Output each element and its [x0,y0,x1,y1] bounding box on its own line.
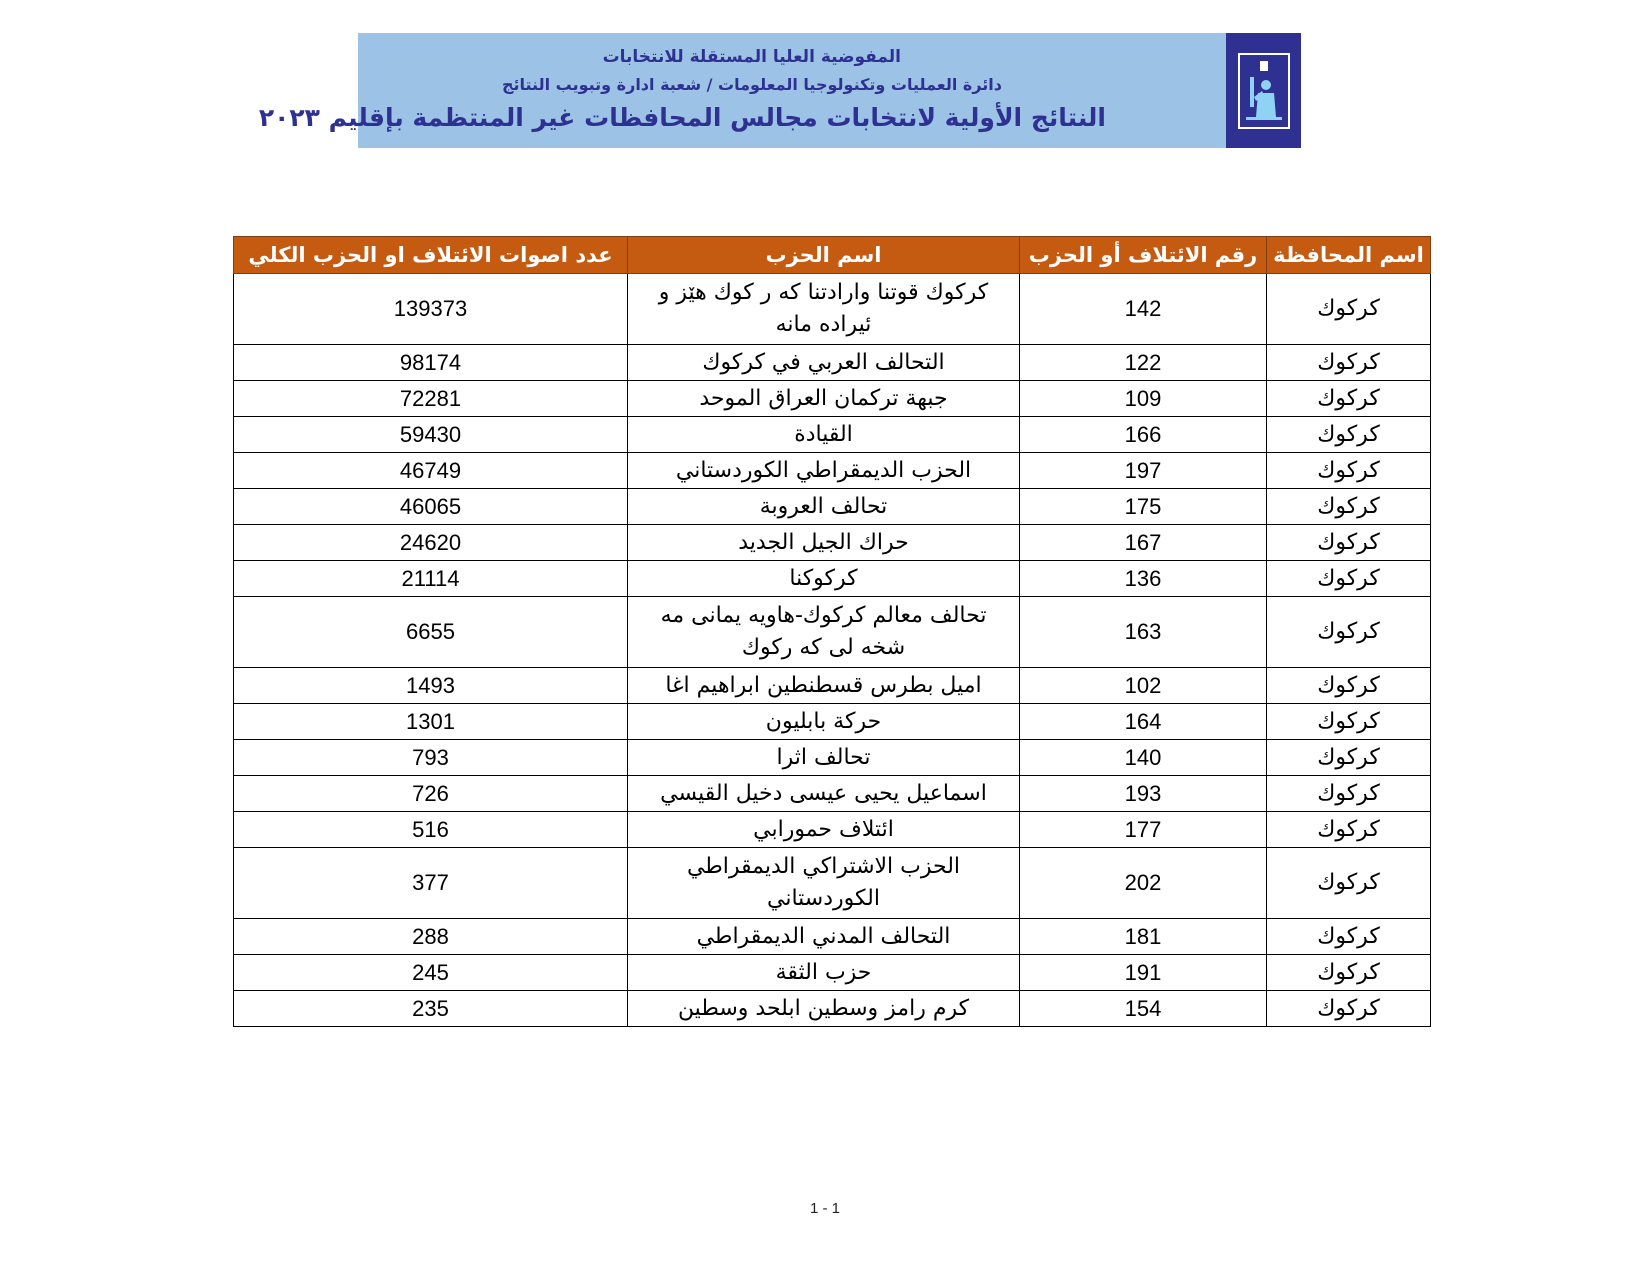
party-cell: تحالف العروبة [628,489,1020,525]
header-province: اسم المحافظة [1267,237,1431,274]
province-cell: كركوك [1267,345,1431,381]
party-cell: التحالف العربي في كركوك [628,345,1020,381]
number-cell: 163 [1020,597,1267,668]
table-row [234,489,1431,525]
province-cell: كركوك [1267,561,1431,597]
votes-cell: 1493 [234,668,628,704]
votes-cell: 377 [234,848,628,919]
province-cell: كركوك [1267,489,1431,525]
party-cell: القيادة [628,417,1020,453]
table-row [234,955,1431,991]
votes-cell: 288 [234,919,628,955]
votes-cell: 235 [234,991,628,1027]
table-row [234,704,1431,740]
province-cell: كركوك [1267,668,1431,704]
votes-cell: 793 [234,740,628,776]
header-banner [258,33,1301,148]
party-cell: اسماعيل يحيى عيسى دخيل القيسي [628,776,1020,812]
party-cell: حركة بابليون [628,704,1020,740]
party-cell: ائتلاف حمورابي [628,812,1020,848]
votes-cell: 1301 [234,704,628,740]
province-cell: كركوك [1267,919,1431,955]
party-cell: تحالف معالم كركوك-هاويه يمانى مه شخه لی كه ركوك [628,597,1020,668]
province-cell: كركوك [1267,955,1431,991]
votes-cell: 24620 [234,525,628,561]
table-row [234,417,1431,453]
page-number: 1 - 1 [809,1200,840,1217]
table-row [234,381,1431,417]
party-cell: التحالف المدني الديمقراطي [628,919,1020,955]
banner-text [258,33,1226,148]
number-cell: 164 [1020,704,1267,740]
province-cell: كركوك [1267,525,1431,561]
table-row [234,597,1431,668]
province-cell: كركوك [1267,704,1431,740]
votes-cell: 21114 [234,561,628,597]
province-cell: كركوك [1267,848,1431,919]
table-row [234,345,1431,381]
number-cell: 177 [1020,812,1267,848]
number-cell: 181 [1020,919,1267,955]
party-cell: جبهة تركمان العراق الموحد [628,381,1020,417]
number-cell: 197 [1020,453,1267,489]
party-cell: الحزب الاشتراكي الديمقراطي الكوردستاني [628,848,1020,919]
table-header-row [234,237,1431,274]
number-cell: 166 [1020,417,1267,453]
votes-cell: 516 [234,812,628,848]
party-cell: حراك الجيل الجديد [628,525,1020,561]
votes-cell: 46749 [234,453,628,489]
province-cell: كركوك [1267,417,1431,453]
province-cell: كركوك [1267,274,1431,345]
province-cell: كركوك [1267,991,1431,1027]
header-number: رقم الائتلاف أو الحزب [1020,237,1267,274]
header-votes: عدد اصوات الائتلاف او الحزب الكلي [234,237,628,274]
party-cell: حزب الثقة [628,955,1020,991]
province-cell: كركوك [1267,776,1431,812]
ballot-logo-icon [1236,51,1292,131]
table-row [234,740,1431,776]
province-cell: كركوك [1267,453,1431,489]
province-cell: كركوك [1267,812,1431,848]
number-cell: 193 [1020,776,1267,812]
table-row [234,776,1431,812]
table-row [234,991,1431,1027]
number-cell: 154 [1020,991,1267,1027]
results-table [233,236,1431,1027]
number-cell: 140 [1020,740,1267,776]
party-cell: كركوكنا [628,561,1020,597]
table-row [234,274,1431,345]
document-title: النتائج الأولية لانتخابات مجالس المحافظات غير المنتظمة بإقليم ٢٠٢٣ [258,103,1106,132]
number-cell: 191 [1020,955,1267,991]
table-row [234,668,1431,704]
votes-cell: 46065 [234,489,628,525]
number-cell: 102 [1020,668,1267,704]
department-name: دائرة العمليات وتكنولوجيا المعلومات / شعبة ادارة وتبويب النتائج [501,75,1002,94]
party-cell: كركوك قوتنا وارادتنا كه ر كوك هێز و ئيراده مانه [628,274,1020,345]
province-cell: كركوك [1267,597,1431,668]
number-cell: 109 [1020,381,1267,417]
province-cell: كركوك [1267,740,1431,776]
party-cell: اميل بطرس قسطنطين ابراهيم اغا [628,668,1020,704]
party-cell: الحزب الديمقراطي الكوردستاني [628,453,1020,489]
table-row [234,848,1431,919]
number-cell: 167 [1020,525,1267,561]
number-cell: 175 [1020,489,1267,525]
number-cell: 136 [1020,561,1267,597]
province-cell: كركوك [1267,381,1431,417]
votes-cell: 245 [234,955,628,991]
votes-cell: 59430 [234,417,628,453]
header-party: اسم الحزب [628,237,1020,274]
votes-cell: 139373 [234,274,628,345]
number-cell: 122 [1020,345,1267,381]
number-cell: 142 [1020,274,1267,345]
votes-cell: 98174 [234,345,628,381]
table-row [234,919,1431,955]
votes-cell: 72281 [234,381,628,417]
table-row [234,453,1431,489]
table-row [234,525,1431,561]
table-row [234,812,1431,848]
table-row [234,561,1431,597]
commission-logo [1226,33,1301,148]
votes-cell: 726 [234,776,628,812]
votes-cell: 6655 [234,597,628,668]
party-cell: تحالف اثرا [628,740,1020,776]
party-cell: كرم رامز وسطين ابلحد وسطين [628,991,1020,1027]
number-cell: 202 [1020,848,1267,919]
commission-name: المفوضية العليا المستقلة للانتخابات [602,47,901,67]
